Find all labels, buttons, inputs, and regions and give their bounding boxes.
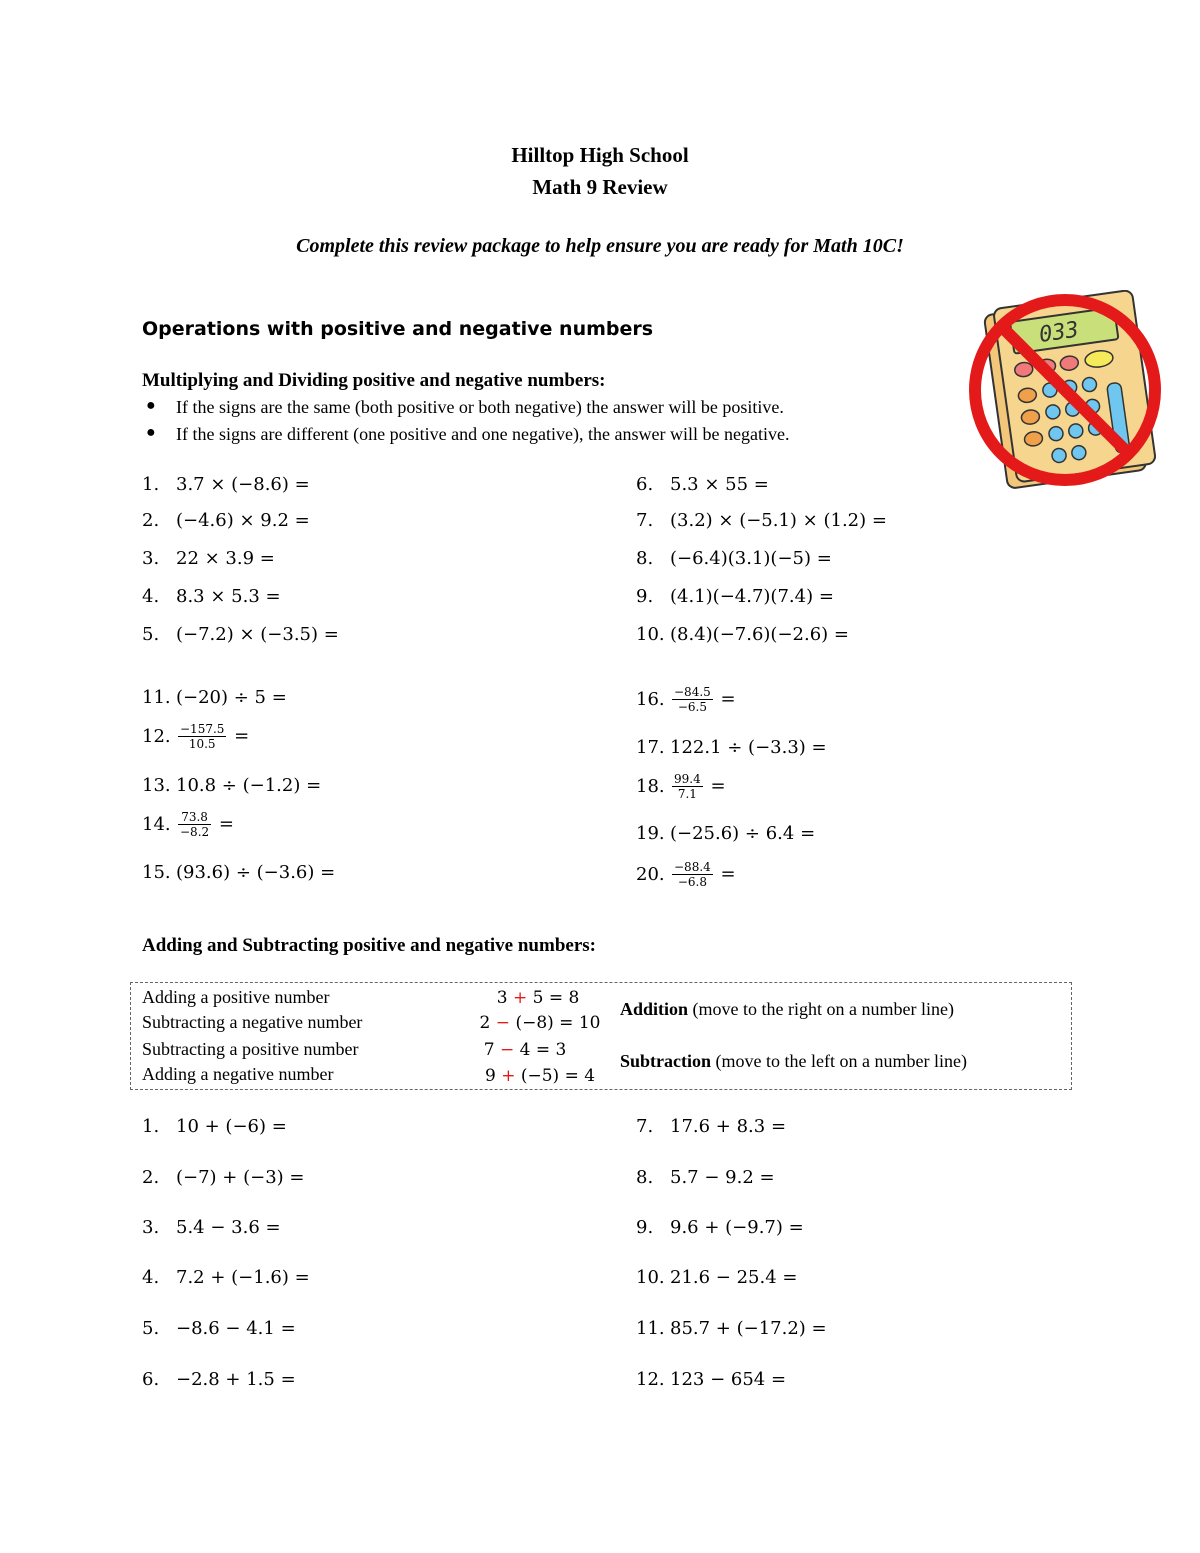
problem-item: 10. 21.6 − 25.4 = bbox=[636, 1267, 798, 1288]
problem-item: 3. 5.4 − 3.6 = bbox=[142, 1217, 281, 1238]
problem-item: 5. (−7.2) × (−3.5) = bbox=[142, 624, 339, 645]
bullet-icon: ● bbox=[146, 397, 156, 414]
problem-item: 20. $\frac{-88.4}{-6.8}$ = bbox=[636, 860, 736, 889]
problem-item: 13. 10.8 ÷ (−1.2) = bbox=[142, 775, 322, 796]
course-title: Math 9 Review bbox=[532, 175, 668, 199]
section-title: Operations with positive and negative numbers bbox=[142, 318, 654, 340]
fraction: $\frac{-157.5}{10.5}$ bbox=[180, 722, 225, 751]
school-title: Hilltop High School bbox=[511, 143, 689, 167]
bullet-item: ● If the signs are the same (both positive or both negative) the answer will be positive. bbox=[146, 397, 784, 417]
problem-item: 2. (−4.6) × 9.2 = bbox=[142, 510, 310, 531]
rule-label: Adding a positive number bbox=[142, 987, 330, 1007]
problem-item: 2. (−7) + (−3) = bbox=[142, 1167, 305, 1188]
mult-div-heading: Multiplying and Dividing positive and negative numbers: bbox=[142, 370, 606, 391]
rule-label: Subtracting a positive number bbox=[142, 1039, 359, 1059]
problem-item: 16. $\frac{-84.5}{-6.5}$ = bbox=[636, 685, 736, 714]
problem-item: 6. 5.3 × 55 = bbox=[636, 474, 769, 495]
problem-item: 19. (−25.6) ÷ 6.4 = bbox=[636, 823, 816, 844]
rule-example: 7 − 4 = 3 bbox=[483, 1040, 567, 1060]
no-calculator-icon bbox=[955, 290, 1175, 500]
problem-item: 4. 7.2 + (−1.6) = bbox=[142, 1267, 310, 1288]
rule-example: 2 − (−8) = 10 bbox=[479, 1013, 601, 1033]
problem-item: 15. (93.6) ÷ (−3.6) = bbox=[142, 862, 336, 883]
problem-item: 11. (−20) ÷ 5 = bbox=[142, 687, 287, 708]
problem-item: 6. −2.8 + 1.5 = bbox=[142, 1369, 296, 1390]
problem-item: 4. 8.3 × 5.3 = bbox=[142, 586, 281, 607]
rule-label: Subtracting a negative number bbox=[142, 1012, 363, 1032]
problem-item: 1. 10 + (−6) = bbox=[142, 1116, 287, 1137]
problem-item: 18. $\frac{99.4}{7.1}$ = bbox=[636, 772, 726, 801]
problem-item: 7. 17.6 + 8.3 = bbox=[636, 1116, 787, 1137]
problem-item: 11. 85.7 + (−17.2) = bbox=[636, 1318, 827, 1339]
problem-item: 10. (8.4)(−7.6)(−2.6) = bbox=[636, 624, 849, 645]
problem-item: 12. 123 − 654 = bbox=[636, 1369, 787, 1390]
fraction: $\frac{99.4}{7.1}$ bbox=[674, 772, 701, 801]
rule-example: 3 + 5 = 8 bbox=[496, 988, 580, 1008]
problem-item: 12. $\frac{-157.5}{10.5}$ = bbox=[142, 722, 250, 751]
problem-item: 8. 5.7 − 9.2 = bbox=[636, 1167, 775, 1188]
instruction-line: Complete this review package to help ensure you are ready for Math 10C! bbox=[296, 235, 904, 257]
subtraction-rule: Subtraction (move to the left on a number line) bbox=[620, 1051, 967, 1071]
fraction: $\frac{-84.5}{-6.5}$ bbox=[674, 685, 711, 714]
problem-item: 5. −8.6 − 4.1 = bbox=[142, 1318, 296, 1339]
problem-item: 3. 22 × 3.9 = bbox=[142, 548, 275, 569]
problem-item: 9. 9.6 + (−9.7) = bbox=[636, 1217, 804, 1238]
problem-item: 7. (3.2) × (−5.1) × (1.2) = bbox=[636, 510, 887, 531]
add-sub-heading: Adding and Subtracting positive and negative numbers: bbox=[142, 935, 596, 956]
bullet-item: ● If the signs are different (one positive and one negative), the answer will be negative. bbox=[146, 424, 790, 444]
rule-label: Adding a negative number bbox=[142, 1064, 334, 1084]
fraction: $\frac{-88.4}{-6.8}$ bbox=[674, 860, 711, 889]
problem-item: 17. 122.1 ÷ (−3.3) = bbox=[636, 737, 827, 758]
rule-example: 9 + (−5) = 4 bbox=[484, 1066, 596, 1086]
fraction: $\frac{73.8}{-8.2}$ bbox=[180, 810, 210, 839]
calculator-display: 033 bbox=[1037, 317, 1081, 348]
bullet-icon: ● bbox=[146, 424, 156, 441]
problem-item: 8. (−6.4)(3.1)(−5) = bbox=[636, 548, 832, 569]
addition-rule: Addition (move to the right on a number line) bbox=[620, 999, 954, 1019]
problem-item: 9. (4.1)(−4.7)(7.4) = bbox=[636, 586, 834, 607]
problem-item: 14. $\frac{73.8}{-8.2}$ = bbox=[142, 810, 234, 839]
problem-item: 1. 3.7 × (−8.6) = bbox=[142, 474, 310, 495]
